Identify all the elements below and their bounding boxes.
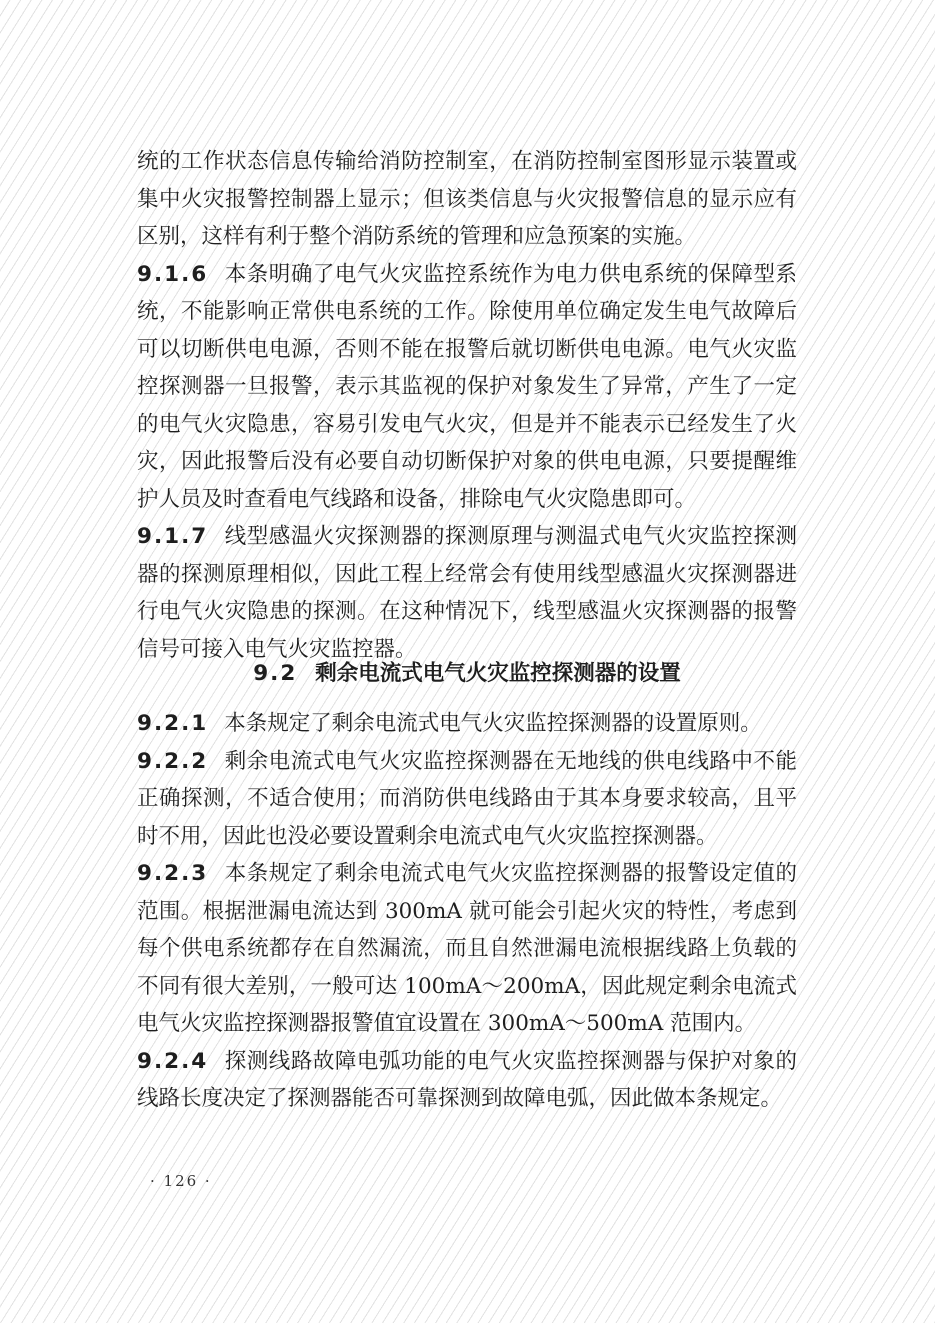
clause-9-1-6 <box>137 256 797 519</box>
upper-text-block <box>137 143 797 668</box>
page-number: · 126 · <box>150 1172 212 1190</box>
paragraph-text: 线型感温火灾探测器的探测原理与测温式电气火灾监控探测器的探测原理相似，因此工程上经常会有使用线型感温火灾探测器进行电气火灾隐患的探测。在这种情况下，线型感温火灾探测器的报警信号可接入电气火灾监控器。 <box>137 524 797 662</box>
clause-number: 9.1.6 <box>137 261 209 287</box>
section-title: 剩余电流式电气火灾监控探测器的设置 <box>315 661 681 686</box>
clause-number: 9.2.2 <box>137 748 209 774</box>
clause-9-2-4 <box>137 1043 797 1118</box>
paragraph-text: 本条规定了剩余电流式电气火灾监控探测器的设置原则。 <box>224 711 762 736</box>
section-number: 9.2 <box>253 661 298 686</box>
paragraph-continued <box>137 143 797 256</box>
lower-text-block <box>137 705 797 1118</box>
clause-9-1-7 <box>137 518 797 668</box>
section-heading <box>137 655 797 693</box>
clause-9-2-3 <box>137 855 797 1043</box>
clause-number: 9.2.1 <box>137 711 209 736</box>
paragraph-text: 剩余电流式电气火灾监控探测器在无地线的供电线路中不能正确探测，不适合使用；而消防供电线路由于其本身要求较高，且平时不用，因此也没必要设置剩余电流式电气火灾监控探测器。 <box>137 748 797 849</box>
clause-number: 9.2.3 <box>137 861 209 886</box>
paragraph-text: 本条规定了剩余电流式电气火灾监控探测器的报警设定值的范围。根据泄漏电流达到 300mA 就可能会引起火灾的特性，考虑到每个供电系统都存在自然漏流，而且自然泄漏电流根据线路上负载的不同有很大差别，一般可达 100mA～200mA，因此规定剩余电流式电气火灾监控探测器报警值宜设置在 300mA～500mA 范围内。 <box>137 861 797 1036</box>
paragraph-text: 统的工作状态信息传输给消防控制室，在消防控制室图形显示装置或集中火灾报警控制器上显示；但该类信息与火灾报警信息的显示应有区别，这样有利于整个消防系统的管理和应急预案的实施。 <box>137 149 797 249</box>
clause-number: 9.2.4 <box>137 1048 209 1074</box>
clause-9-2-1 <box>137 705 797 743</box>
paragraph-text: 探测线路故障电弧功能的电气火灾监控探测器与保护对象的线路长度决定了探测器能否可靠探测到故障电弧，因此做本条规定。 <box>137 1048 797 1111</box>
clause-number: 9.1.7 <box>137 524 209 549</box>
clause-9-2-2 <box>137 743 797 856</box>
paragraph-text: 本条明确了电气火灾监控系统作为电力供电系统的保障型系统，不能影响正常供电系统的工作。除使用单位确定发生电气故障后可以切断供电电源，否则不能在报警后就切断供电电源。电气火灾监控探测器一旦报警，表示其监视的保护对象发生了异常，产生了一定的电气火灾隐患，容易引发电气火灾，但是并不能表示已经发生了火灾，因此报警后没有必要自动切断保护对象的供电电源，只要提醒维护人员及时查看电气线路和设备，排除电气火灾隐患即可。 <box>137 261 797 512</box>
